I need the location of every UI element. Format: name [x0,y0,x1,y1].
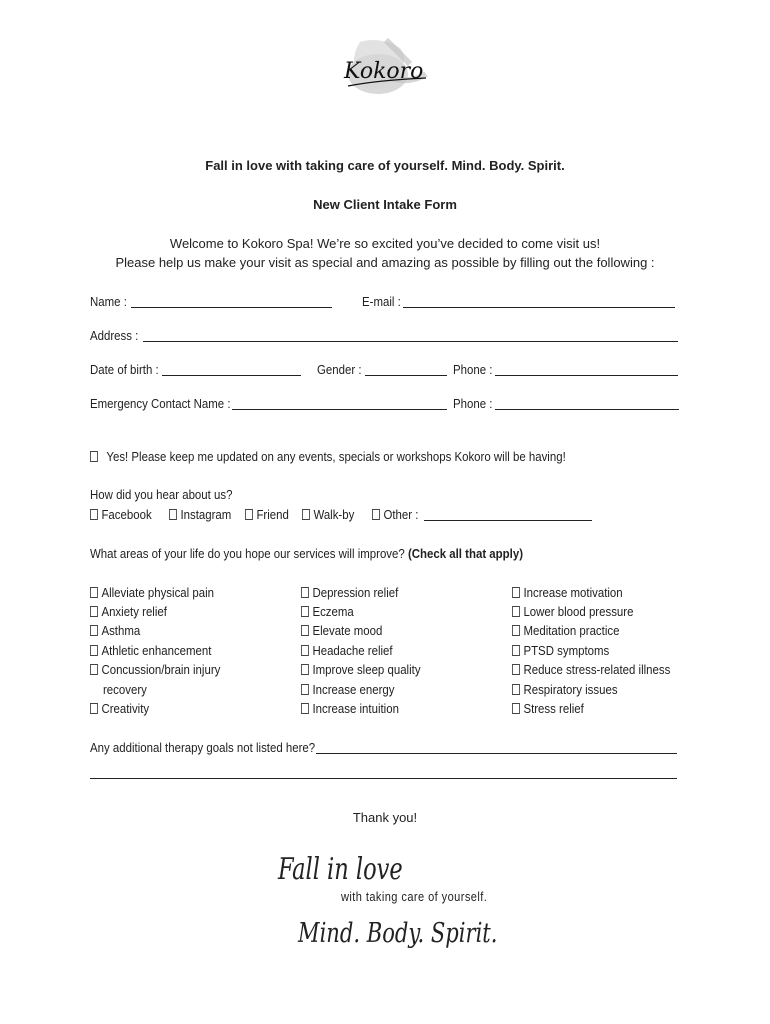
area-option[interactable] [90,623,140,639]
referral-friend[interactable] [245,507,289,523]
form-title: New Client Intake Form [313,197,457,212]
script-subtitle: with taking care of yourself. [341,889,488,904]
gender-field[interactable] [365,375,447,376]
welcome-line-2: Please help us make your visit as special and amazing as possible by filling out the following : [115,255,655,270]
option-label: Other : [383,507,419,522]
area-option[interactable] [512,662,670,678]
areas-question-text: What areas of your life do you hope our services will improve? [90,546,405,561]
option-label: Facebook [101,507,152,522]
option-label: Concussion/brain injury [101,662,221,677]
checkbox[interactable] [512,645,520,656]
option-label: Alleviate physical pain [101,585,214,600]
option-label: Instagram [180,507,232,522]
referral-other[interactable] [372,507,418,523]
dob-field[interactable] [162,375,301,376]
option-label: Friend [256,507,289,522]
goals-field-line-2[interactable] [90,778,677,779]
checkbox[interactable] [301,664,309,675]
welcome-line-1: Welcome to Kokoro Spa! We’re so excited you’ve decided to come visit us! [169,236,601,251]
referral-question: How did you hear about us? [90,487,233,502]
checkbox[interactable] [90,664,98,675]
logo-brush-icon [330,34,440,100]
referral-facebook[interactable] [90,507,152,523]
checkbox[interactable] [301,684,309,695]
emergency-label: Emergency Contact Name : [90,396,231,411]
kokoro-logo [330,34,440,100]
area-option[interactable] [90,662,220,678]
checkbox[interactable] [301,587,309,598]
checkbox[interactable] [90,509,98,520]
checkbox[interactable] [301,625,309,636]
option-label: Stress relief [523,701,584,716]
checkbox[interactable] [90,587,98,598]
option-label: PTSD symptoms [523,643,610,658]
area-option[interactable] [512,585,623,601]
option-label: Depression relief [312,585,399,600]
newsletter-label: Yes! Please keep me updated on any events, specials or workshops Kokoro will be having! [106,449,566,464]
option-label: Asthma [101,623,141,638]
checkbox[interactable] [512,703,520,714]
checkbox[interactable] [512,625,520,636]
area-option[interactable] [301,623,382,639]
option-label: Lower blood pressure [523,604,634,619]
option-label: Reduce stress-related illness [523,662,671,677]
area-option[interactable] [90,643,211,659]
area-option[interactable] [512,604,633,620]
address-field[interactable] [143,341,678,342]
dob-label: Date of birth : [90,362,159,377]
goals-label: Any additional therapy goals not listed here? [90,740,316,755]
tagline: Fall in love with taking care of yourself. Mind. Body. Spirit. [205,158,565,173]
option-label: Improve sleep quality [312,662,421,677]
option-label: Respiratory issues [523,682,618,697]
checkbox[interactable] [512,587,520,598]
name-field[interactable] [131,307,332,308]
option-label: Meditation practice [523,623,620,638]
area-option-wrap: recovery [103,682,147,697]
thank-you: Thank you! [352,810,418,825]
area-option[interactable] [301,682,394,698]
area-option[interactable] [512,701,584,717]
area-option[interactable] [301,662,421,678]
checkbox[interactable] [372,509,380,520]
area-option[interactable] [301,643,393,659]
checkbox[interactable] [301,645,309,656]
area-option[interactable] [301,585,398,601]
phone2-label: Phone : [453,396,493,411]
email-field[interactable] [403,307,675,308]
checkbox[interactable] [169,509,177,520]
area-option[interactable] [90,604,167,620]
emergency-field[interactable] [232,409,447,410]
goals-field[interactable] [316,753,677,754]
script-mind-body-spirit: Mind. Body. Spirit. [298,918,498,949]
option-label: Creativity [101,701,150,716]
option-label: Anxiety relief [101,604,167,619]
option-label: Athletic enhancement [101,643,212,658]
option-label: Elevate mood [312,623,383,638]
area-option[interactable] [301,701,399,717]
email-label: E-mail : [362,294,401,309]
checkbox[interactable] [90,625,98,636]
area-option[interactable] [90,701,149,717]
checkbox[interactable] [245,509,253,520]
checkbox[interactable] [90,645,98,656]
checkbox[interactable] [512,664,520,675]
referral-instagram[interactable] [169,507,231,523]
area-option[interactable] [90,585,214,601]
phone2-field[interactable] [495,409,679,410]
checkbox[interactable] [301,703,309,714]
option-label: Increase intuition [312,701,399,716]
checkbox[interactable] [301,606,309,617]
option-label: Headache relief [312,643,393,658]
checkbox[interactable] [90,703,98,714]
gender-label: Gender : [317,362,362,377]
areas-hint: (Check all that apply) [407,546,524,561]
areas-question [90,546,523,562]
option-label: Eczema [312,604,354,619]
script-fall-in-love: Fall in love [278,852,403,887]
option-label: Walk-by [313,507,355,522]
checkbox[interactable] [512,684,520,695]
newsletter-checkbox[interactable] [90,451,98,462]
area-option[interactable] [512,682,618,698]
address-label: Address : [90,328,139,343]
phone-label: Phone : [453,362,493,377]
option-label: Increase energy [312,682,395,697]
logo-text: Kokoro [344,59,424,84]
area-option[interactable] [512,623,619,639]
checkbox[interactable] [302,509,310,520]
name-label: Name : [90,294,127,309]
area-option[interactable] [512,643,609,659]
option-label: Increase motivation [523,585,623,600]
area-option[interactable] [301,604,354,620]
checkbox[interactable] [512,606,520,617]
referral-other-field[interactable] [424,520,592,521]
newsletter-option[interactable] [90,449,566,465]
referral-walkby[interactable] [302,507,354,523]
checkbox[interactable] [90,606,98,617]
phone-field[interactable] [495,375,678,376]
